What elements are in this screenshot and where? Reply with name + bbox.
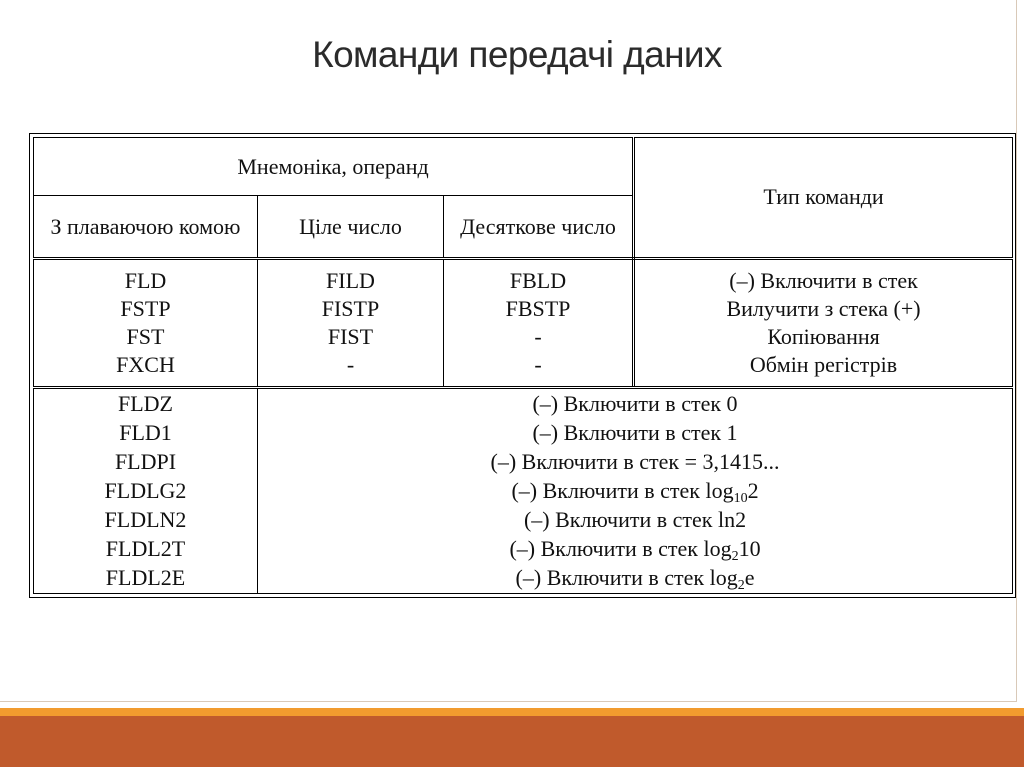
integer-mnemonic: FILD (326, 267, 375, 293)
command-type: Обмін регістрів (749, 351, 898, 377)
header-float: З плаваючою комою (34, 196, 258, 258)
float-mnemonic: FLD1 (119, 420, 172, 446)
slide-title: Команди передачі даних (312, 34, 722, 75)
decimal-mnemonic: - (534, 323, 542, 349)
accent-stripe (0, 708, 1024, 716)
accent-band (0, 716, 1024, 767)
command-type: (–) Включити в стек 1 (532, 420, 738, 446)
integer-mnemonic: FISTP (321, 295, 380, 321)
float-mnemonic: FLDL2T (105, 536, 186, 562)
float-mnemonic: FLDPI (114, 449, 177, 475)
group1-float-cell (34, 258, 258, 387)
float-mnemonic: FLDL2E (105, 565, 186, 591)
float-mnemonic: FLDZ (118, 391, 173, 417)
header-mnemonic-operand: Мнемоніка, операнд (34, 138, 634, 196)
group1-integer-cell (258, 258, 444, 387)
group1-decimal-cell (444, 258, 634, 387)
command-type (258, 476, 1012, 505)
decimal-mnemonic: - (534, 351, 542, 377)
header-integer: Ціле число (258, 196, 444, 258)
command-type: (–) Включити в стек (729, 267, 918, 293)
group2-type-cell (258, 387, 1013, 593)
command-type (258, 534, 1012, 563)
command-type: (–) Включити в стек 0 (532, 391, 738, 417)
command-type-text: (–) Включити в стек log (511, 478, 734, 504)
log-base: 2 (737, 578, 745, 594)
command-type: Копіювання (767, 323, 880, 349)
command-type-text: 2 (747, 478, 759, 504)
command-type: (–) Включити в стек = 3,1415... (490, 449, 780, 475)
header-decimal: Десяткове число (444, 196, 634, 258)
command-type (258, 563, 1012, 592)
header-command-type: Тип команди (634, 138, 1013, 259)
decimal-mnemonic: FBLD (509, 267, 567, 293)
data-transfer-table (29, 133, 1016, 598)
group1-type-cell (634, 258, 1013, 387)
command-type-text: e (744, 565, 755, 591)
integer-mnemonic: - (346, 351, 355, 377)
float-mnemonic: FXCH (116, 351, 175, 377)
float-mnemonic: FLDLG2 (104, 478, 187, 504)
commands-table (33, 137, 1013, 594)
command-type-text: (–) Включити в стек log (515, 565, 738, 591)
decimal-mnemonic: FBSTP (505, 295, 571, 321)
command-type-text: (–) Включити в стек log (509, 536, 732, 562)
command-type: Вилучити з стека (+) (726, 295, 921, 321)
log-base: 10 (733, 491, 748, 507)
command-type-text: 10 (738, 536, 761, 562)
float-mnemonic: FLD (124, 267, 167, 293)
command-type: (–) Включити в стек ln2 (523, 507, 747, 533)
log-base: 2 (731, 549, 739, 565)
float-mnemonic: FSTP (120, 295, 171, 321)
float-mnemonic: FST (126, 323, 165, 349)
float-mnemonic: FLDLN2 (104, 507, 187, 533)
group2-float-cell (34, 387, 258, 593)
integer-mnemonic: FIST (327, 323, 374, 349)
